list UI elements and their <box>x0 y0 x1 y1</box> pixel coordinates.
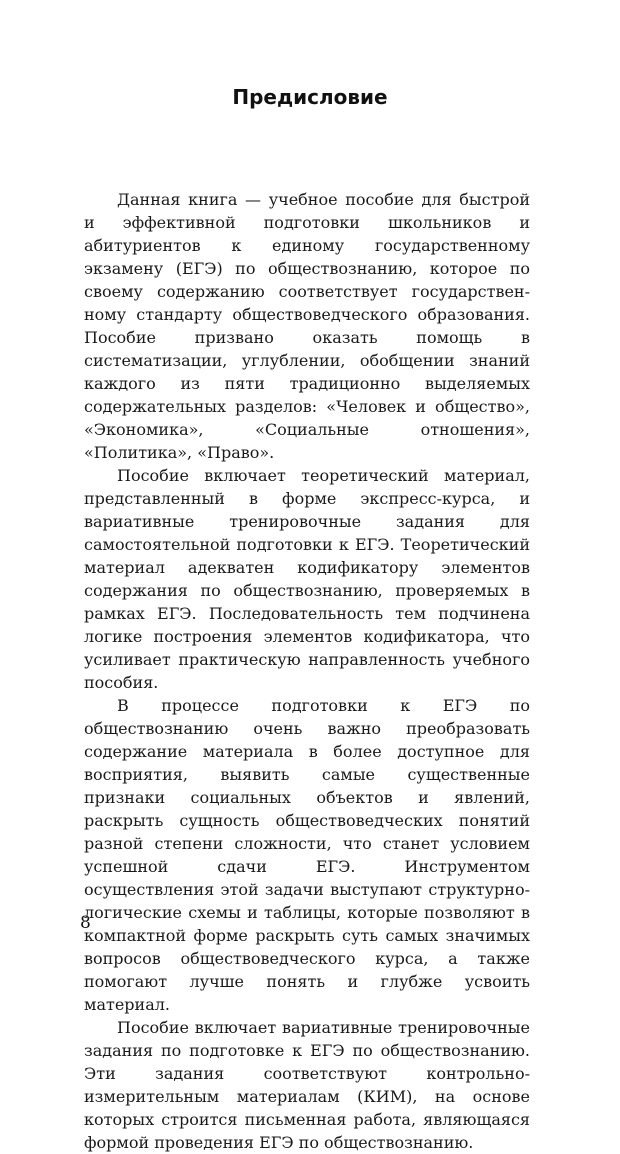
page-number: 8 <box>80 913 91 933</box>
paragraph-4: Пособие включает вариативные тренировочные задания по подготовке к ЕГЭ по обществознанию. Эти задания соответствуют контрольно-измерительным материалам (КИМ), на основе которых строится письменная работа, являющаяся формой проведения ЕГЭ по обществознанию. <box>84 1018 530 1152</box>
body-text <box>84 188 530 1154</box>
paragraph-3: В процессе подготовки к ЕГЭ по обществознанию очень важно преобразовать содержание материала в более доступное для восприятия, выявить самые существенные признаки социальных объектов и явлений, раскрыть сущность обществоведческих понятий разной степени сложности, что станет условием успешной сдачи ЕГЭ. Инструментом осуществления этой задачи выступают структурно-логические схемы и таблицы, которые позволяют в компактной форме раскрыть суть самых значимых вопросов обществоведческого курса, а также помогают лучше понять и глубже усвоить материал. <box>84 696 530 1014</box>
paragraph-2: Пособие включает теоретический материал, представленный в форме экспресс-курса, и вариативные тренировочные задания для самостоятельной подготовки к ЕГЭ. Теоретический материал адекватен кодификатору элементов содержания по обществознанию, проверяемых в рамках ЕГЭ. Последовательность тем подчинена логике построения элементов кодификатора, что усиливает практическую направленность учебного пособия. <box>84 466 530 692</box>
paragraph-1: Данная книга — учебное пособие для быстрой и эффективной подготовки школьников и абитуриентов к единому государственному экзамену (ЕГЭ) по обществознанию, которое по своему содержанию соответствует государственному стандарту обществоведческого образования. Пособие призвано оказать помощь в систематизации, углублении, обобщении знаний каждого из пяти традиционно выделяемых содержательных разделов: «Человек и общество», «Экономика», «Социальные отношения», «Политика», «Право». <box>84 190 530 462</box>
page-title: Предисловие <box>232 85 388 109</box>
